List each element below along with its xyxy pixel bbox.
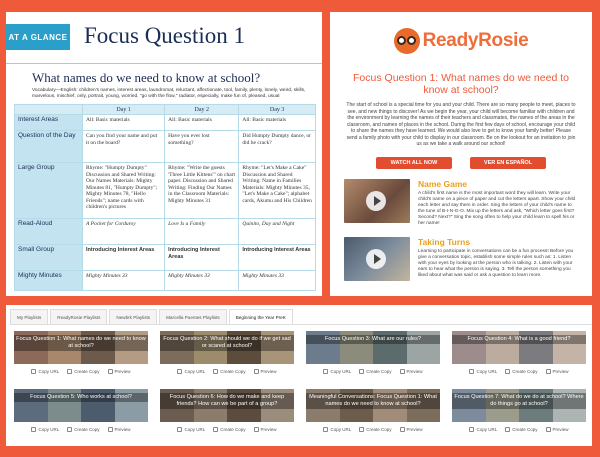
action-label: Create Copy: [366, 369, 392, 374]
table-cell: Rhyme: "Write the guests 'Three Little Kittens'" on chart paper. Discussion and Shared Writing: Finding Our Names in the Classroom Materials: Mighty Minutes 31: [165, 163, 239, 219]
table-cell: All: Basic materials: [239, 115, 316, 131]
copy-url-button[interactable]: [177, 369, 205, 374]
at-a-glance-tag: AT A GLANCE: [6, 24, 70, 50]
play-icon[interactable]: [366, 249, 386, 269]
action-label: Create Copy: [512, 427, 538, 432]
action-label: Preview: [114, 369, 131, 374]
copy-url-button[interactable]: [469, 369, 497, 374]
table-cell: Have you ever lost something?: [165, 131, 239, 163]
playlist-card[interactable]: [452, 389, 586, 437]
glance-title: Focus Question 1: [84, 23, 245, 48]
email-heading: Focus Question 1: What names do we need to know at school?: [353, 72, 569, 96]
copy-icon: [469, 427, 474, 432]
eye-icon: [546, 369, 551, 374]
table-row: [15, 271, 316, 291]
action-label: Create Copy: [220, 369, 246, 374]
playlist-title[interactable]: Focus Question 2: What should we do if we get sad or scared at school?: [160, 335, 294, 351]
action-label: Copy URL: [184, 369, 206, 374]
action-label: Copy URL: [38, 427, 60, 432]
video-title[interactable]: Taking Turns: [418, 236, 471, 247]
video-thumbnail[interactable]: [344, 179, 410, 223]
copy-icon: [213, 427, 218, 432]
row-label: Mighty Minutes: [15, 271, 83, 291]
copy-url-button[interactable]: [177, 427, 205, 432]
table-cell: Introducing Interest Areas: [239, 245, 316, 271]
video-thumbnail[interactable]: [344, 237, 410, 281]
table-cell: Introducing Interest Areas: [165, 245, 239, 271]
create-copy-button[interactable]: [505, 427, 537, 432]
playlist-title[interactable]: Focus Question 6: How do we make and keep friends? How can we be part of a group?: [160, 393, 294, 409]
table-cell: Rhyme: "Humpty Dumpty" Discussion and Shared Writing: Our Names Materials: Mighty Minutes 81, "Humpty Dumpty"; Mighty Minutes 78, "Hello Friends"; name cards with children's pictures: [83, 163, 165, 219]
playlist-title[interactable]: Focus Question 7: What do we do at school? Where do things go at school?: [452, 393, 586, 409]
copy-url-button[interactable]: [469, 427, 497, 432]
create-copy-button[interactable]: [359, 369, 391, 374]
tab-newbrk-playlists[interactable]: Newbrk Playlists: [109, 309, 157, 324]
table-cell: Mighty Minutes 33: [165, 271, 239, 291]
table-cell: A Pocket for Corduroy: [83, 219, 165, 245]
table-cell: Mighty Minutes 33: [83, 271, 165, 291]
copy-url-button[interactable]: [31, 427, 59, 432]
schedule-table: [14, 104, 316, 291]
action-label: Copy URL: [38, 369, 60, 374]
brand-name: ReadyRosie: [422, 30, 529, 51]
preview-button[interactable]: [546, 427, 569, 432]
playlist-title[interactable]: Focus Question 4: What is a good friend?: [452, 335, 586, 344]
action-label: Preview: [552, 427, 569, 432]
preview-button[interactable]: [254, 427, 277, 432]
row-label: Read-Aloud: [15, 219, 83, 245]
schedule-header-row: [15, 105, 316, 115]
playlist-title[interactable]: Focus Question 3: What are our rules?: [306, 335, 440, 344]
action-label: Copy URL: [330, 369, 352, 374]
copy-icon: [469, 369, 474, 374]
playlist-thumbnail[interactable]: [306, 389, 440, 422]
table-row: [15, 163, 316, 219]
row-label: Interest Areas: [15, 115, 83, 131]
owl-icon: [394, 28, 420, 54]
video-description: Learning to participate in conversations can be a fun process! Before you give a conversation topic, establish some simple rules such as: 1. Listen with your eyes by looking at the person who is talking. 2. Listen with your ears to hear what the person is saying. 3. Tell the person something you liked about what was said or ask a question to learn more.: [418, 248, 574, 278]
glance-banner: [6, 12, 322, 64]
action-label: Preview: [260, 369, 277, 374]
playlist-card[interactable]: [14, 331, 148, 379]
table-cell: Introducing Interest Areas: [83, 245, 165, 271]
copy-url-button[interactable]: [31, 369, 59, 374]
playlist-card[interactable]: [306, 389, 440, 437]
table-cell: Quinito, Day and Night: [239, 219, 316, 245]
playlist-thumbnail[interactable]: [14, 389, 148, 422]
copy-icon: [177, 369, 182, 374]
tab-readyrosie-playlists[interactable]: ReadyRosie Playlists: [50, 309, 107, 324]
table-cell: Can you find your name and put it on the board?: [83, 131, 165, 163]
copy-icon: [359, 369, 364, 374]
readyrosie-email-panel: [330, 12, 592, 296]
playlist-card[interactable]: [160, 389, 294, 437]
action-label: Copy URL: [476, 427, 498, 432]
playlist-card[interactable]: [452, 331, 586, 379]
playlist-title[interactable]: Meaningful Conversations: Focus Question 1: What names do we need to know at school?: [306, 393, 440, 409]
create-copy-button[interactable]: [213, 427, 245, 432]
playlist-tabs: [10, 309, 592, 325]
watch-all-now-button[interactable]: WATCH ALL NOW: [376, 157, 452, 169]
action-label: Preview: [406, 427, 423, 432]
table-row: [15, 245, 316, 271]
ver-en-espanol-button[interactable]: VER EN ESPAÑOL: [470, 157, 546, 169]
action-label: Create Copy: [220, 427, 246, 432]
action-label: Copy URL: [476, 369, 498, 374]
playlist-card[interactable]: [160, 331, 294, 379]
playlist-thumbnail[interactable]: [14, 331, 148, 364]
action-label: Copy URL: [184, 427, 206, 432]
playlist-title[interactable]: Focus Question 5: Who works at school?: [14, 393, 148, 402]
copy-url-button[interactable]: [323, 369, 351, 374]
copy-icon: [359, 427, 364, 432]
video-item: [344, 237, 578, 281]
create-copy-button[interactable]: [67, 369, 99, 374]
action-label: Preview: [406, 369, 423, 374]
playlist-card[interactable]: [306, 331, 440, 379]
playlists-panel: [6, 305, 592, 446]
row-label: Question of the Day: [15, 131, 83, 163]
action-label: Preview: [260, 427, 277, 432]
copy-icon: [67, 427, 72, 432]
row-label: Large Group: [15, 163, 83, 219]
preview-button[interactable]: [400, 427, 423, 432]
copy-icon: [213, 369, 218, 374]
table-cell: Mighty Minutes 33: [239, 271, 316, 291]
table-cell: All: Basic materials: [165, 115, 239, 131]
playlist-thumbnail[interactable]: [452, 331, 586, 364]
eye-icon: [108, 427, 113, 432]
readyrosie-logo: [330, 26, 592, 56]
copy-icon: [31, 369, 36, 374]
header-day-3: Day 3: [239, 105, 316, 115]
playlist-thumbnail[interactable]: [160, 389, 294, 422]
table-cell: All: Basic materials: [83, 115, 165, 131]
action-label: Create Copy: [74, 369, 100, 374]
eye-icon: [546, 427, 551, 432]
action-label: Create Copy: [512, 369, 538, 374]
create-copy-button[interactable]: [359, 427, 391, 432]
tab-my-playlists[interactable]: My Playlists: [10, 309, 48, 324]
header-day-1: Day 1: [83, 105, 165, 115]
eye-icon: [254, 427, 259, 432]
video-title[interactable]: Name Game: [418, 178, 468, 189]
action-label: Preview: [552, 369, 569, 374]
playlist-thumbnail[interactable]: [160, 331, 294, 364]
table-cell: Rhyme: "Let's Make a Cake" Discussion and Shared Writing: Name in Families Materials: Mighty Minutes 35, "Let's Make a Cake"; alphabet cards, Akumu and His Children: [239, 163, 316, 219]
create-copy-button[interactable]: [213, 369, 245, 374]
video-description: A child's first name is the most important word they will learn. Write your child's name on a piece of paper and cut the letters apart. Show your child each letter and say them in order. Sing the letters of your child's name to the tune of B-I-N-G-O. Mix up the letters and ask, "Which letter goes first? Second? Next?" Sing the song often to help your child learn to spell his or her name!: [418, 190, 576, 226]
playlist-grid: [14, 331, 586, 437]
copy-url-button[interactable]: [323, 427, 351, 432]
eye-icon: [254, 369, 259, 374]
playlist-card[interactable]: [14, 389, 148, 437]
preview-button[interactable]: [108, 369, 131, 374]
preview-button[interactable]: [400, 369, 423, 374]
eye-icon: [108, 369, 113, 374]
table-cell: Love Is a Family: [165, 219, 239, 245]
at-a-glance-panel: [6, 12, 322, 296]
copy-icon: [323, 369, 328, 374]
action-label: Create Copy: [366, 427, 392, 432]
table-row: [15, 131, 316, 163]
glance-question: What names do we need to know at school?: [32, 70, 261, 85]
copy-icon: [31, 427, 36, 432]
copy-icon: [177, 427, 182, 432]
table-row: [15, 115, 316, 131]
table-cell: Did Humpty Dumpty dance, or did he crack?: [239, 131, 316, 163]
play-icon[interactable]: [366, 191, 386, 211]
video-item: [344, 179, 578, 227]
eye-icon: [400, 369, 405, 374]
action-label: Create Copy: [74, 427, 100, 432]
action-label: Preview: [114, 427, 131, 432]
preview-button[interactable]: [546, 369, 569, 374]
preview-button[interactable]: [108, 427, 131, 432]
tab-marcella-puentes-playlists[interactable]: Marcella Puentes Playlists: [159, 309, 227, 324]
playlist-title[interactable]: Focus Question 1: What names do we need to know at school?: [14, 335, 148, 351]
email-intro: The start of school is a special time for you and your child. There are so many people to meet, places to see, and new things to discover! As we begin the year, your child will become familiar with children and the environment by learning the names of their teachers and classmates, the names of the areas in the classroom, and names of places in the school. During the first few days of school, encourage your child to share the names they have learned. We would also love to get to know your family better! Please send a family photo with your child to display in our classroom. Be on the lookout for an invitation to join us as we take a walk around our school!: [346, 102, 576, 147]
create-copy-button[interactable]: [67, 427, 99, 432]
table-row: [15, 219, 316, 245]
eye-icon: [400, 427, 405, 432]
playlist-thumbnail[interactable]: [452, 389, 586, 422]
copy-icon: [505, 369, 510, 374]
header-empty: [15, 105, 83, 115]
copy-icon: [67, 369, 72, 374]
header-day-2: Day 2: [165, 105, 239, 115]
glance-vocabulary: Vocabulary—English: children's names, interest areas, laundromat, reluctant, affectionate, tool, family, plenty, lonely, weird, skills, marvelous, mischief, only, portrait, young, worried, "go with the flow," radiator, especially, make fun of, pleased, usual: [32, 88, 306, 99]
copy-icon: [323, 427, 328, 432]
playlist-thumbnail[interactable]: [306, 331, 440, 364]
tab-beginning-the-year-prek[interactable]: Beginning the Year PreK: [229, 309, 293, 324]
copy-icon: [505, 427, 510, 432]
row-label: Small Group: [15, 245, 83, 271]
preview-button[interactable]: [254, 369, 277, 374]
create-copy-button[interactable]: [505, 369, 537, 374]
action-label: Copy URL: [330, 427, 352, 432]
